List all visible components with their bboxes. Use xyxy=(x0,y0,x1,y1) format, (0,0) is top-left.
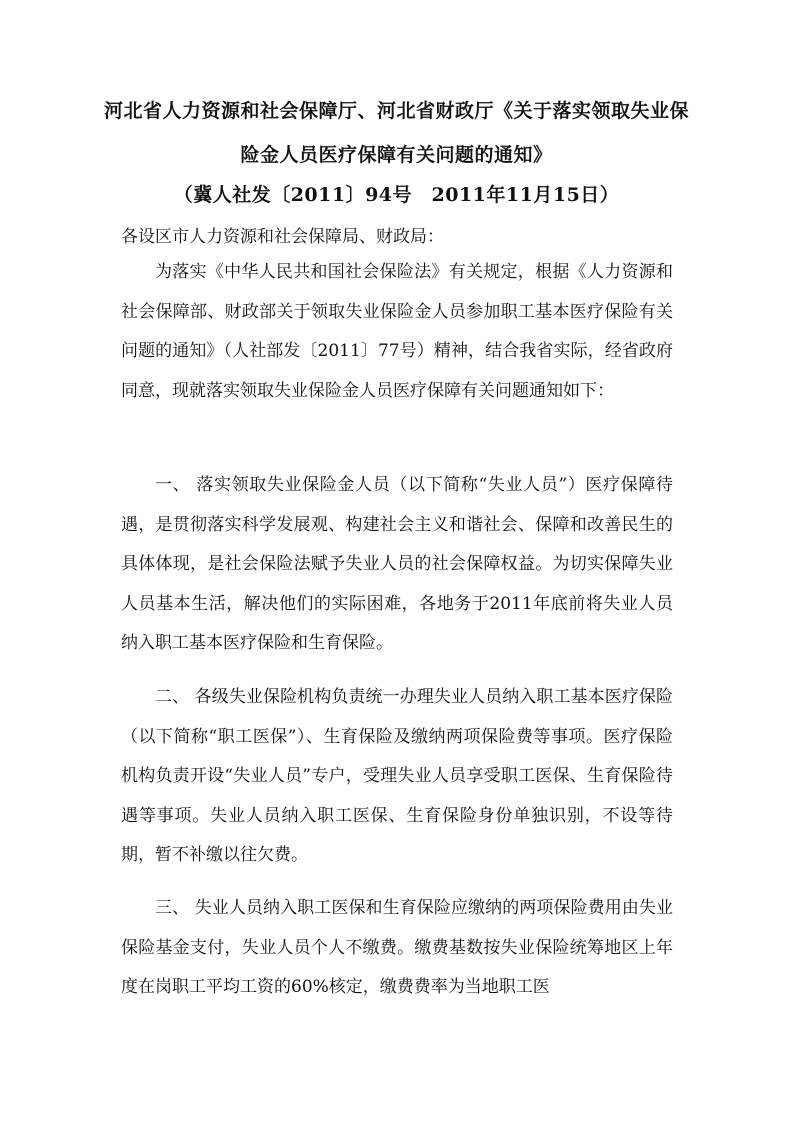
document-title-line-1: 河北省人力资源和社会保障厅、河北省财政厅《关于落实领取失业保 xyxy=(103,100,689,122)
salutation: 各设区市人力资源和社会保障局、财政局： xyxy=(121,227,444,247)
paragraph-intro: 为落实《中华人民共和国社会保险法》有关规定，根据《人力资源和社会保障部、财政部关于领取失业保险金人员参加职工基本医疗保险有关问题的通知》（人社部发〔2011〕77号）精神，结合我省实际，经省政府同意，现就落实领取失业保险金人员医疗保障有关问题通知如下： xyxy=(121,262,673,401)
paragraph-item-2: 二、 各级失业保险机构负责统一办理失业人员纳入职工基本医疗保险（以下简称“职工医保”）、生育保险及缴纳两项保险费等事项。医疗保险机构负责开设“失业人员”专户，受理失业人员享受职工医保、生育保险待遇等事项。失业人员纳入职工医保、生育保险身份单独识别，不设等待期，暂不补缴以往欠费。 xyxy=(121,687,673,865)
document-number: （冀人社发〔2011〕94号 2011年11月15日） xyxy=(173,184,620,206)
paragraph-item-3: 三、 失业人员纳入职工医保和生育保险应缴纳的两项保险费用由失业保险基金支付，失业人员个人不缴费。缴费基数按失业保险统筹地区上年度在岗职工平均工资的60%核定，缴费费率为当地职工医 xyxy=(121,898,673,997)
paragraph-item-1: 一、 落实领取失业保险金人员（以下简称“失业人员”）医疗保障待遇，是贯彻落实科学发展观、构建社会主义和谐社会、保障和改善民生的具体体现，是社会保险法赋予失业人员的社会保障权益。为切实保障失业人员基本生活，解决他们的实际困难，各地务于2011年底前将失业人员纳入职工基本医疗保险和生育保险。 xyxy=(121,475,673,653)
document-title-line-2: 险金人员医疗保障有关问题的通知》 xyxy=(240,144,553,166)
